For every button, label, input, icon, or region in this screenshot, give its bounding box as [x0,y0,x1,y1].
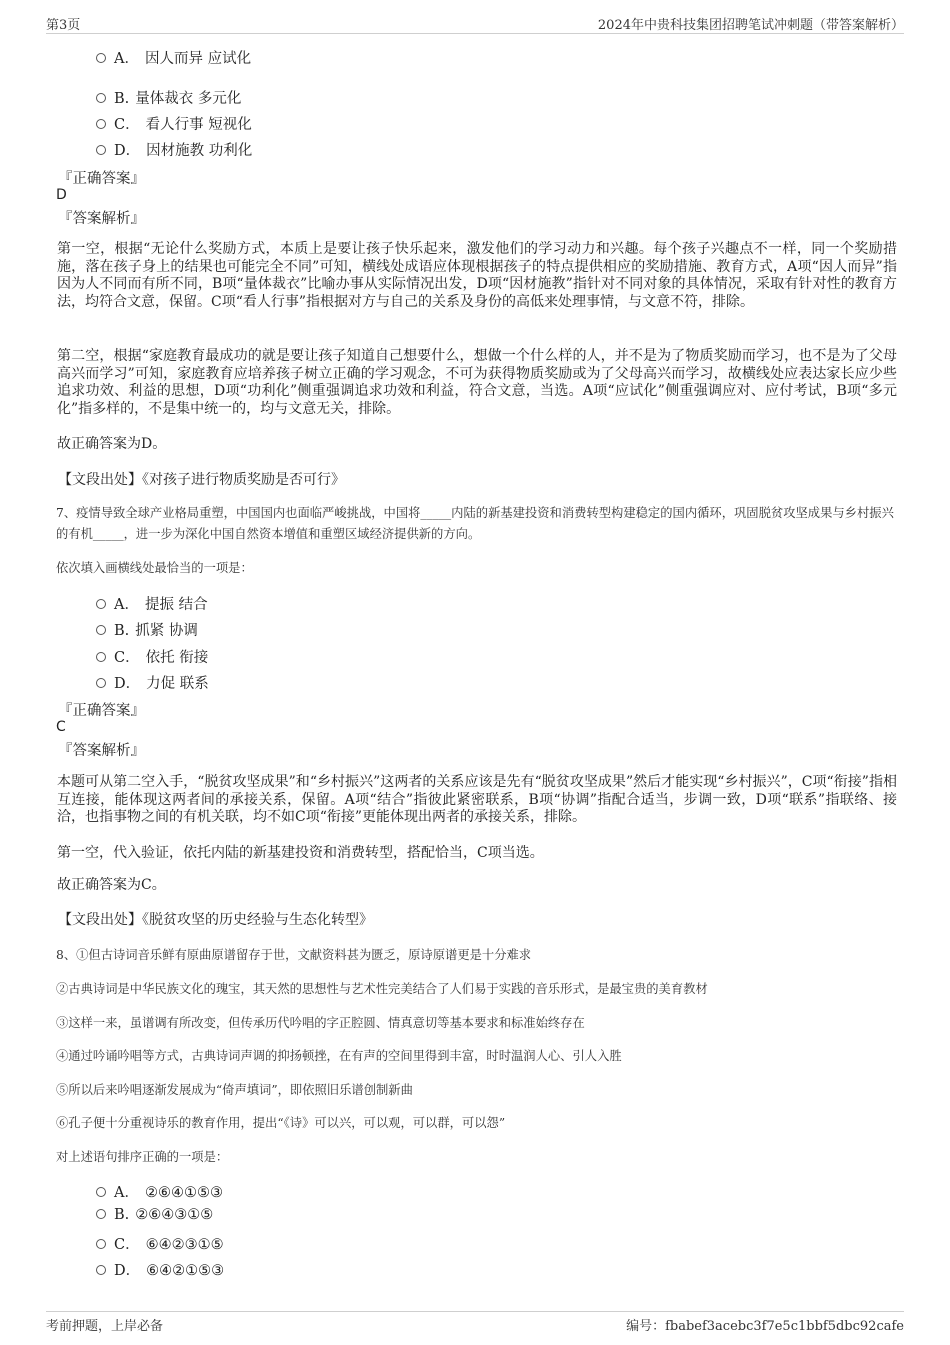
q8-sentence: ⑤所以后来吟唱逐渐发展成为“倚声填词”，即依照旧乐谱创制新曲 [56,1083,413,1097]
radio-icon[interactable] [96,1265,106,1275]
radio-icon[interactable] [96,678,106,688]
q8-sentence: ③这样一来，虽谱调有所改变，但传承历代吟唱的字正腔圆、情真意切等基本要求和标准始终存在 [56,1016,585,1030]
q7-option-c[interactable]: C． 依托 衔接 [96,646,208,668]
radio-icon[interactable] [96,119,106,129]
radio-icon[interactable] [96,145,106,155]
q7-stem: 7、疫情导致全球产业格局重塑，中国国内也面临严峻挑战，中国将_____内陆的新基建投资和消费转型构建稳定的国内循环，巩固脱贫攻坚成果与乡村振兴的有机_____，进一步为深化中国自然资本增值和重塑区域经济提供新的方向。 [56,506,894,541]
radio-icon[interactable] [96,625,106,635]
q8-option-c[interactable]: C． ⑥④②③①⑤ [96,1233,224,1255]
q6-analysis-label: 『答案解析』 [58,211,145,227]
q8-option-a[interactable]: A． ②⑥④①⑤③ [96,1181,223,1203]
radio-icon[interactable] [96,599,106,609]
q6-analysis-paragraph: 第一空，根据“无论什么奖励方式，本质上是要让孩子快乐起来，激发他们的学习动力和兴趣。每个孩子兴趣点不一样，同一个奖励措施，落在孩子身上的结果也可能完全不同”可知，横线处成语应体现根据孩子的特点提供相应的奖励措施、教育方式，A项“因人而异”指因为人不同而有所不同，B项“量体裁衣”比喻办事从实际情况出发，D项“因材施教”指针对不同对象的具体情况，采取有针对性的教育方法，均符合文意，保留。C项“看人行事”指根据对方与自己的关系及身份的高低来处理事情，与文意不符，排除。 [57,241,897,310]
q6-option-a[interactable]: A． 因人而异 应试化 [96,47,251,69]
q7-analysis-paragraph: 第一空，代入验证，依托内陆的新基建投资和消费转型，搭配恰当，C项当选。 [57,845,544,861]
q6-option-d[interactable]: D． 因材施教 功利化 [96,139,252,161]
q8-sentence: ②古典诗词是中华民族文化的瑰宝，其天然的思想性与艺术性完美结合了人们易于实践的音乐形式，是最宝贵的美育教材 [56,982,708,996]
q8-sentence: 8、①但古诗词音乐鲜有原曲原谱留存于世，文献资料甚为匮乏，原诗原谱更是十分难求 [56,948,532,962]
page-footer [46,1311,904,1337]
q8-prompt: 对上述语句排序正确的一项是： [56,1150,229,1164]
radio-icon[interactable] [96,1239,106,1249]
q6-option-b[interactable]: B. 量体裁衣 多元化 [96,87,241,109]
q7-option-b[interactable]: B. 抓紧 协调 [96,619,198,641]
q7-source: 【文段出处】《脱贫攻坚的历史经验与生态化转型》 [58,912,373,928]
q6-analysis-conclusion: 故正确答案为D。 [57,436,167,452]
radio-icon[interactable] [96,1187,106,1197]
document-title: 2024年中贵科技集团招聘笔试冲刺题（带答案解析） [597,18,904,33]
q7-answer: C [56,719,66,735]
q7-answer-label: 『正确答案』 [58,703,145,719]
radio-icon[interactable] [96,652,106,662]
q6-analysis-paragraph: 第二空，根据“家庭教育最成功的就是要让孩子知道自己想要什么，想做一个什么样的人，并不是为了物质奖励而学习，也不是为了父母高兴而学习”可知，家庭教育应培养孩子树立正确的学习观念，不可为获得物质奖励或为了父母高兴而学习，故横线处应表达家长应少些追求功效、利益的思想，D项“功利化”侧重强调追求功效和利益，符合文意，当选。A项“应试化”侧重强调应对、应付考试，B项“多元化”指多样的，不是集中统一的，均与文意无关，排除。 [57,348,897,417]
q8-option-b[interactable]: B. ②⑥④③①⑤ [96,1207,213,1229]
q7-analysis-conclusion: 故正确答案为C。 [57,877,166,893]
q8-sentence: ④通过吟诵吟唱等方式，古典诗词声调的抑扬顿挫，在有声的空间里得到丰富，时时温润人心、引人入胜 [56,1049,622,1063]
q6-answer: D [56,187,67,203]
page-number: 第3页 [46,18,81,33]
q7-analysis-paragraph: 本题可从第二空入手，“脱贫攻坚成果”和“乡村振兴”这两者的关系应该是先有“脱贫攻坚成果”然后才能实现“乡村振兴”，C项“衔接”指相互连接，能体现这两者间的承接关系，保留。A项“结合”指彼此紧密联系，B项“协调”指配合适当，步调一致，D项“联系”指联络、接洽，也指事物之间的有机关联，均不如C项“衔接”更能体现出两者的承接关系，排除。 [57,774,897,825]
q7-option-d[interactable]: D． 力促 联系 [96,672,209,694]
q6-answer-label: 『正确答案』 [58,171,145,187]
document-code: 编号：fbabef3acebc3f7e5c1bbf5dbc92cafe [626,1319,904,1334]
q7-option-a[interactable]: A． 提振 结合 [96,593,208,615]
radio-icon[interactable] [96,53,106,63]
q7-prompt: 依次填入画横线处最恰当的一项是： [56,561,253,575]
q8-sentence: ⑥孔子便十分重视诗乐的教育作用，提出“《诗》可以兴，可以观，可以群，可以怨” [56,1116,506,1130]
page-header [46,14,904,34]
q8-option-d[interactable]: D． ⑥④②①⑤③ [96,1259,224,1281]
q7-analysis-label: 『答案解析』 [58,743,145,759]
radio-icon[interactable] [96,1209,106,1219]
footer-slogan: 考前押题，上岸必备 [46,1319,164,1334]
q6-source: 【文段出处】《对孩子进行物质奖励是否可行》 [58,472,345,488]
q6-option-c[interactable]: C． 看人行事 短视化 [96,113,252,135]
radio-icon[interactable] [96,93,106,103]
